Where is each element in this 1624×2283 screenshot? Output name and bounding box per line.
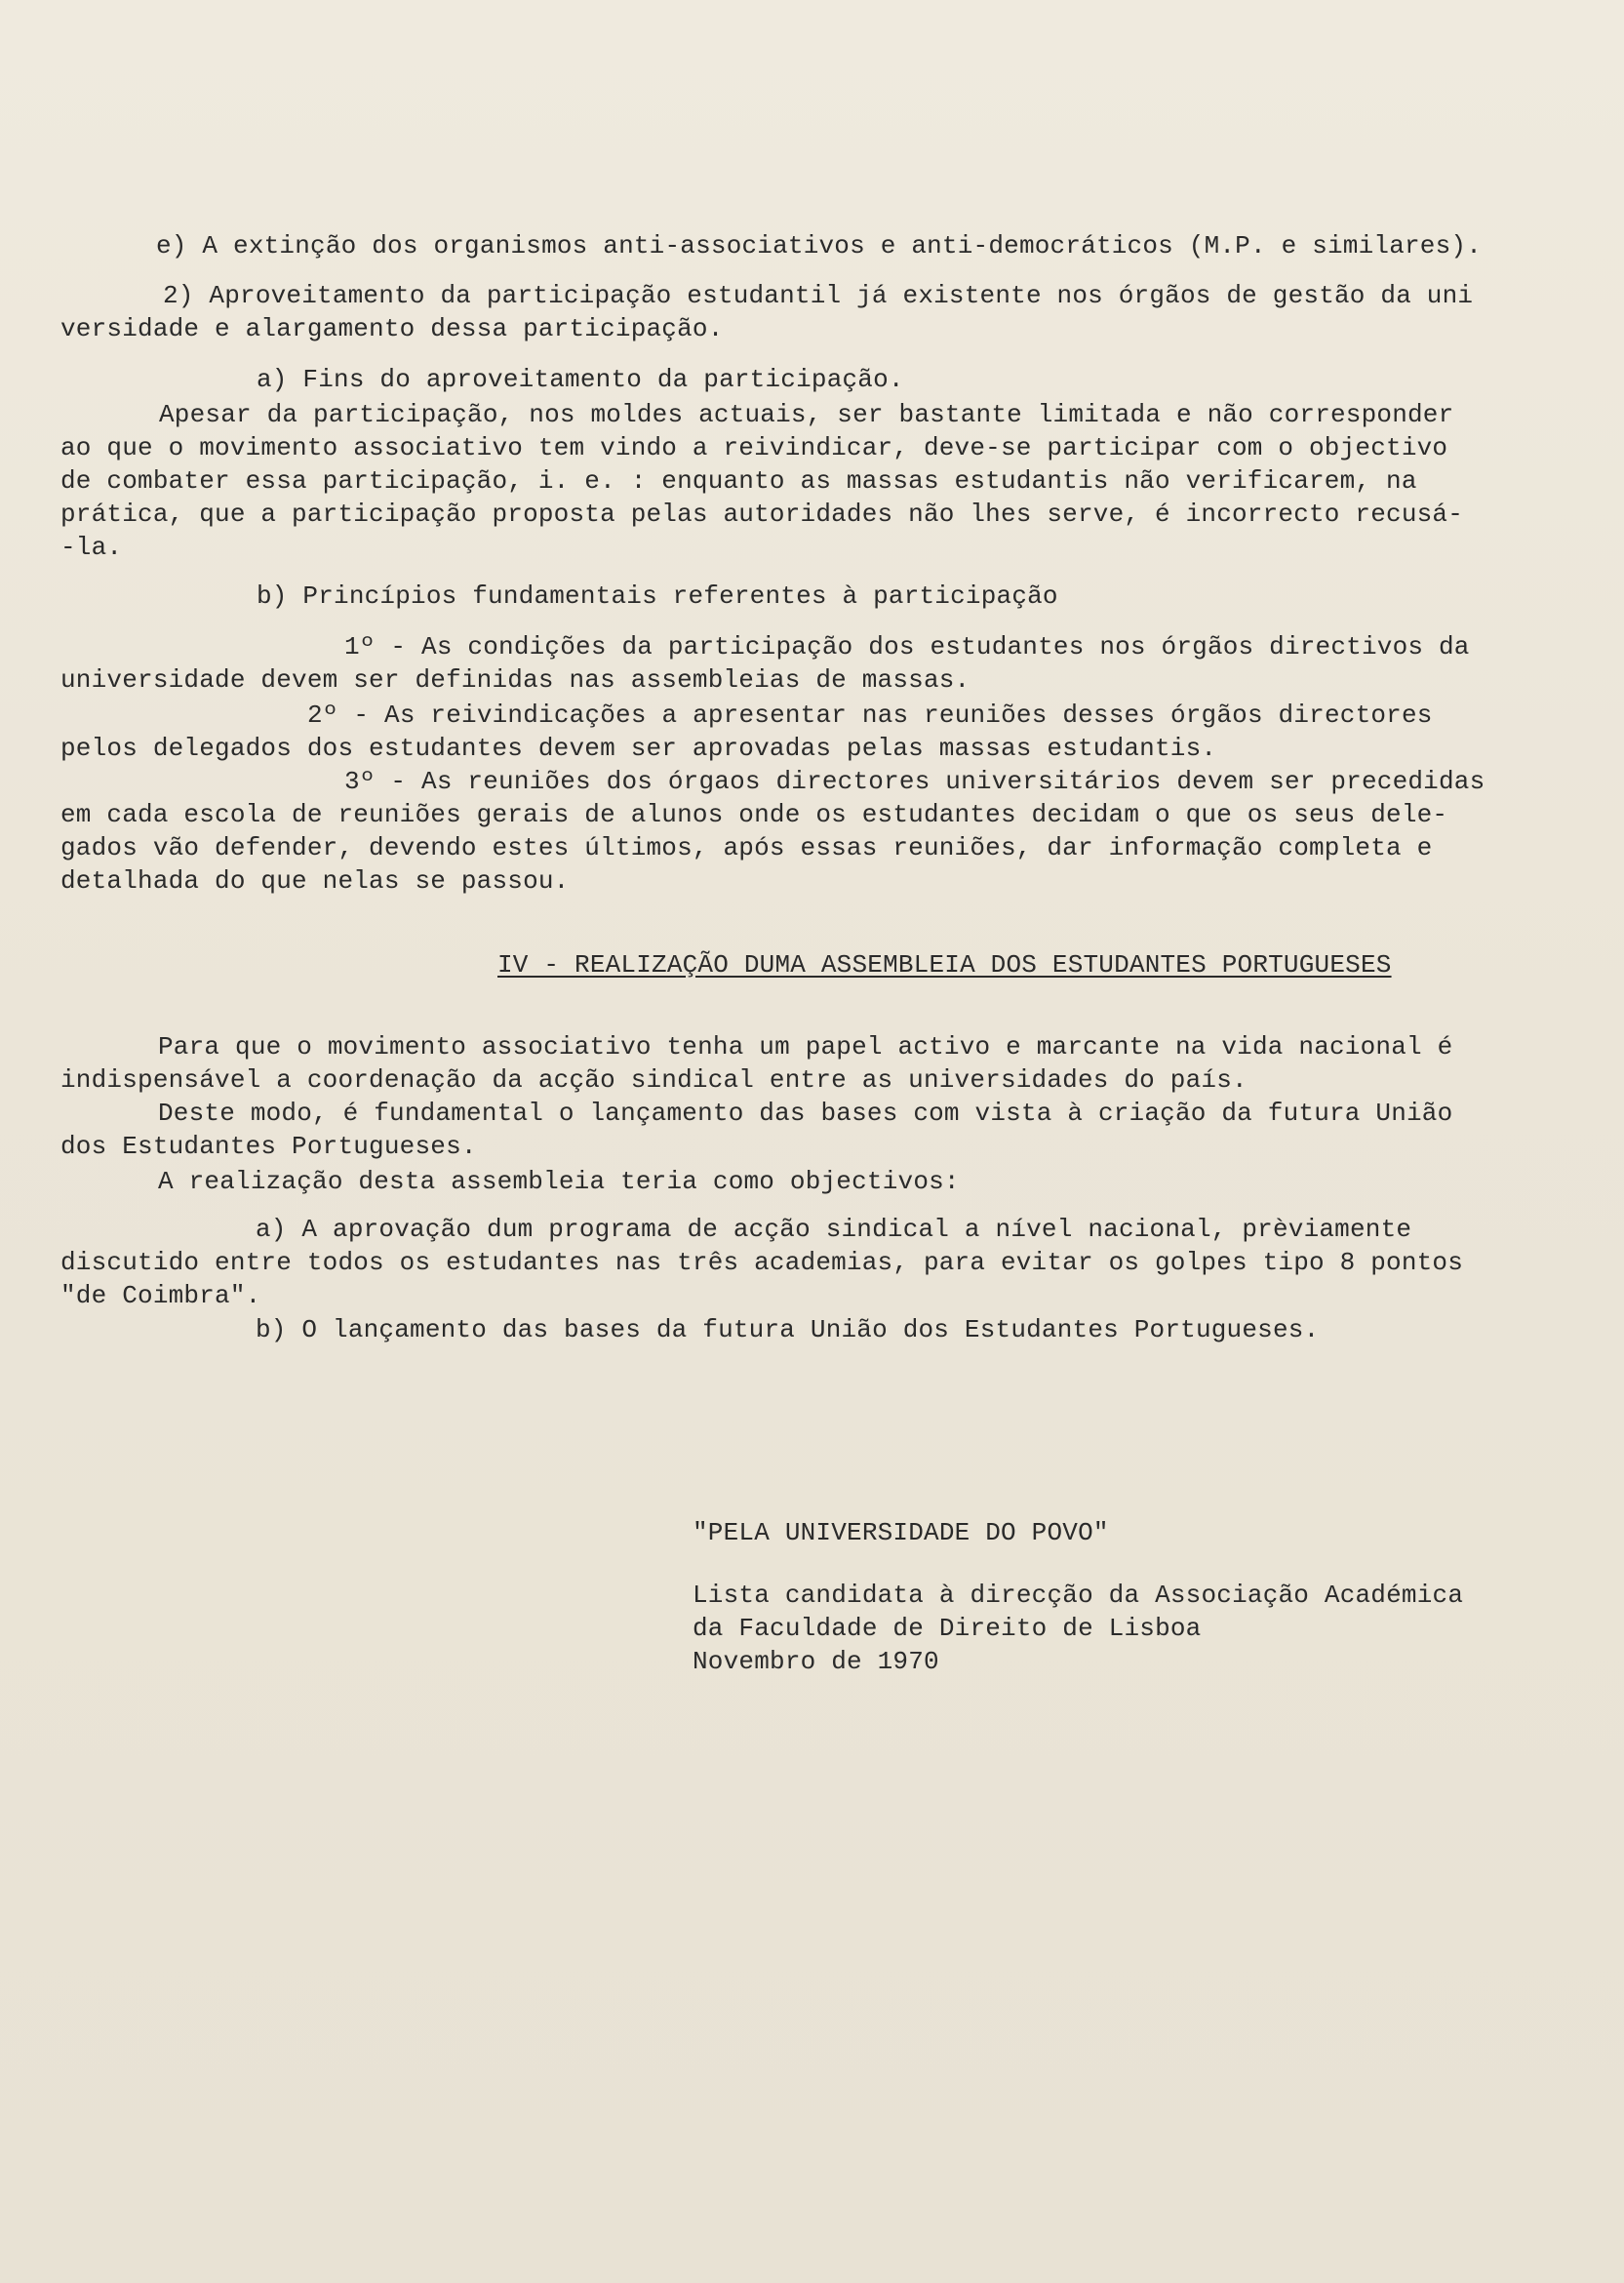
item-e-line: e) A extinção dos organismos anti-associativos e anti-democráticos (M.P. e similares). (156, 231, 1483, 260)
paragraph-apesar-line-3: de combater essa participação, i. e. : enquanto as massas estudantis não verificarem, na (60, 466, 1417, 496)
point-2-line-1: 2) Aproveitamento da participação estudantil já existente nos órgãos de gestão da uni (163, 281, 1474, 310)
signature-line-1: Lista candidata à direcção da Associação Académica (693, 1581, 1464, 1610)
slogan: "PELA UNIVERSIDADE DO POVO" (693, 1518, 1109, 1547)
section-iv-line-5: A realização desta assembleia teria como objectivos: (158, 1167, 960, 1196)
principle-1-line-2: universidade devem ser definidas nas assembleias de massas. (60, 665, 970, 695)
section-iv-line-4: dos Estudantes Portugueses. (60, 1132, 477, 1161)
principle-3-line-1: 3º - As reuniões dos órgaos directores universitários devem ser precedidas (344, 767, 1485, 796)
section-iv-line-3: Deste modo, é fundamental o lançamento das bases com vista à criação da futura União (158, 1099, 1453, 1128)
principle-3-line-2: em cada escola de reuniões gerais de alunos onde os estudantes decidam o que os seus dele- (60, 800, 1448, 829)
section-iv-line-2: indispensável a coordenação da acção sindical entre as universidades do país. (60, 1065, 1248, 1095)
principle-1-line-1: 1º - As condições da participação dos estudantes nos órgãos directivos da (344, 632, 1470, 661)
objective-a-line-2: discutido entre todos os estudantes nas três academias, para evitar os golpes tipo 8 pontos (60, 1248, 1464, 1277)
paragraph-apesar-line-2: ao que o movimento associativo tem vindo a reivindicar, deve-se participar com o objectivo (60, 433, 1448, 462)
principle-2-line-2: pelos delegados dos estudantes devem ser aprovadas pelas massas estudantis. (60, 734, 1217, 763)
subheading-principios: b) Princípios fundamentais referentes à participação (257, 581, 1058, 611)
section-iv-heading: IV - REALIZAÇÃO DUMA ASSEMBLEIA DOS ESTUDANTES PORTUGUESES (497, 950, 1392, 980)
objective-a-line-1: a) A aprovação dum programa de acção sindical a nível nacional, prèviamente (256, 1215, 1412, 1244)
point-2-line-2: versidade e alargamento dessa participação. (60, 314, 724, 343)
signature-line-2: da Faculdade de Direito de Lisboa (693, 1614, 1202, 1643)
section-iv-line-1: Para que o movimento associativo tenha um papel activo e marcante na vida nacional é (158, 1032, 1453, 1061)
principle-3-line-4: detalhada do que nelas se passou. (60, 866, 570, 896)
principle-2-line-1: 2º - As reivindicações a apresentar nas reuniões desses órgãos directores (307, 701, 1433, 730)
objective-a-line-3: "de Coimbra". (60, 1281, 261, 1310)
principle-3-line-3: gados vão defender, devendo estes últimos, após essas reuniões, dar informação completa e (60, 833, 1433, 862)
subheading-fins: a) Fins do aproveitamento da participação. (257, 365, 904, 394)
signature-date: Novembro de 1970 (693, 1647, 939, 1676)
objective-b-line: b) O lançamento das bases da futura União dos Estudantes Portugueses. (256, 1315, 1320, 1344)
paragraph-apesar-line-1: Apesar da participação, nos moldes actuais, ser bastante limitada e não corresponder (159, 400, 1454, 429)
paragraph-apesar-line-5: -la. (60, 533, 123, 562)
paragraph-apesar-line-4: prática, que a participação proposta pelas autoridades não lhes serve, é incorrecto recusá- (60, 500, 1464, 529)
